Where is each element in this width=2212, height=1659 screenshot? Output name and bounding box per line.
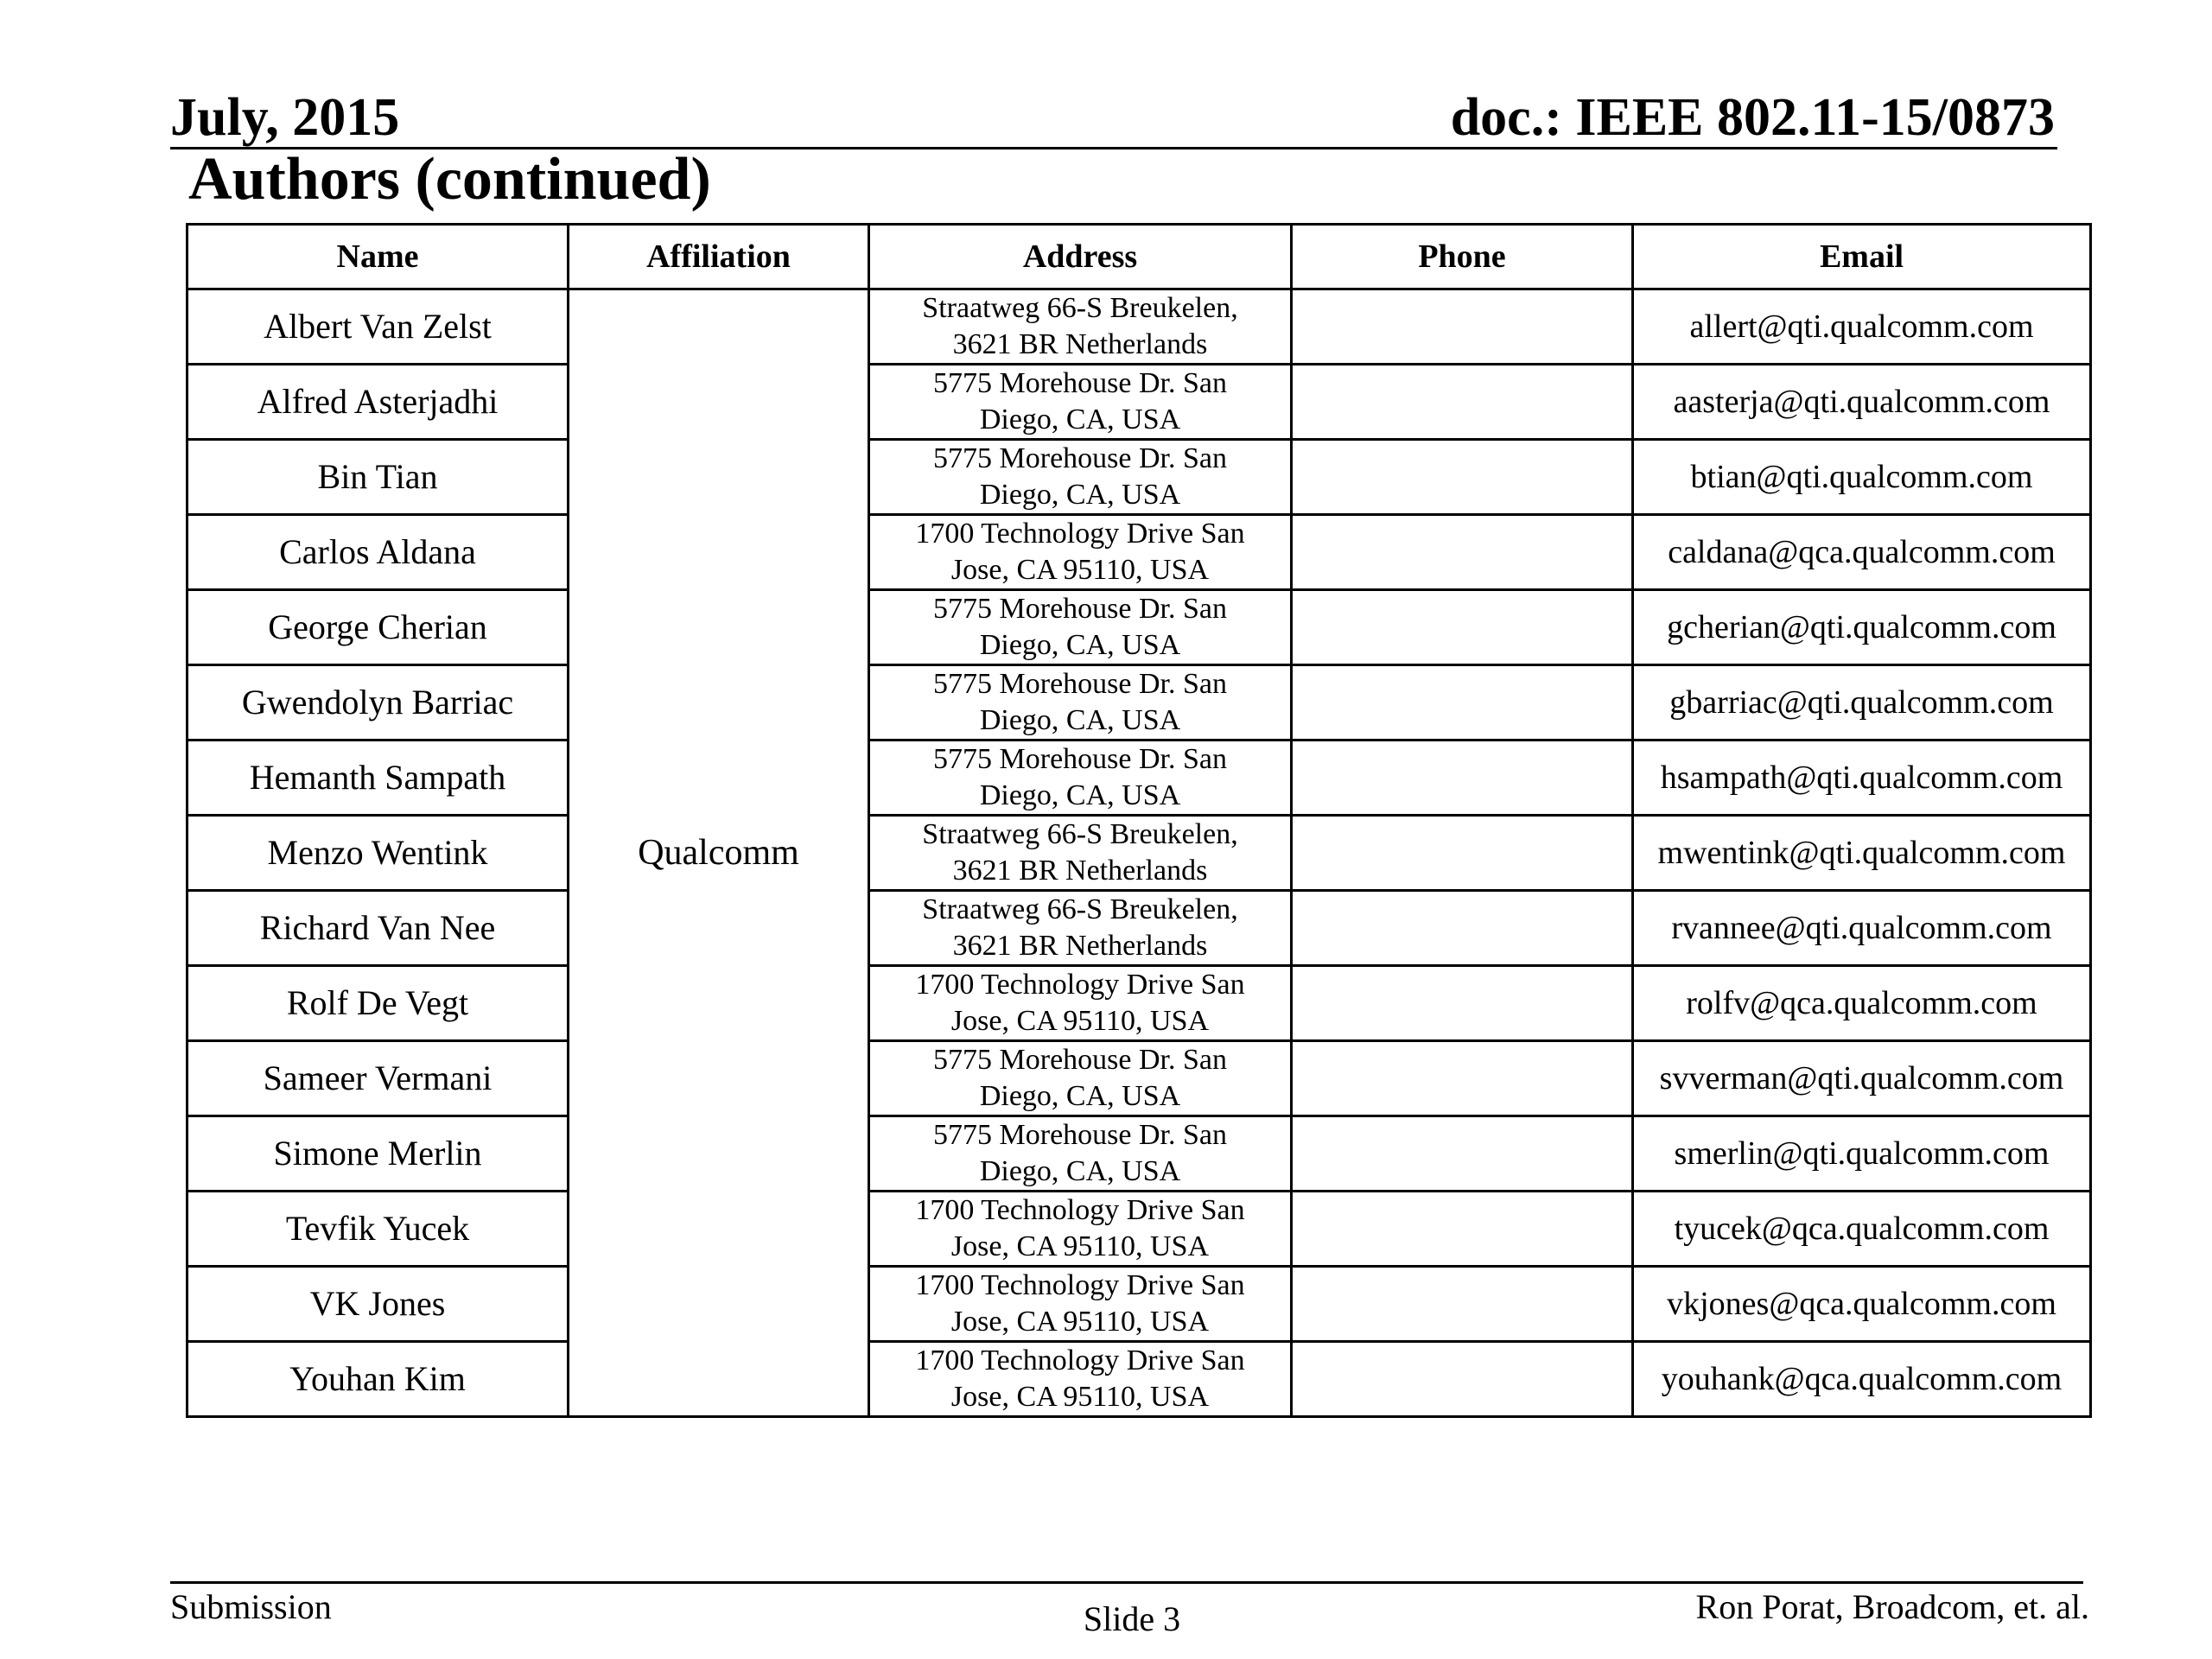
author-address: [869, 1192, 1292, 1267]
slide-title: Authors (continued): [188, 146, 711, 213]
footer-slide-number: Slide 3: [1083, 1599, 1181, 1638]
address-line-1: 1700 Technology Drive San: [915, 1194, 1245, 1226]
author-address: [869, 741, 1292, 816]
author-phone: [1292, 1267, 1633, 1342]
author-email: gbarriac@qti.qualcomm.com: [1633, 665, 2091, 741]
author-email: youhank@qca.qualcomm.com: [1633, 1342, 2091, 1417]
author-email: smerlin@qti.qualcomm.com: [1633, 1116, 2091, 1192]
table-row: [188, 590, 2091, 665]
author-phone: [1292, 891, 1633, 966]
author-affiliation: Qualcomm: [569, 289, 869, 1417]
table-row: [188, 1267, 2091, 1342]
address-line-2: Jose, CA 95110, USA: [950, 1230, 1210, 1262]
author-address: [869, 966, 1292, 1041]
table-row: [188, 741, 2091, 816]
address-line-1: 5775 Morehouse Dr. San: [933, 367, 1227, 399]
address-line-2: Diego, CA, USA: [979, 1155, 1181, 1187]
address-line-1: Straatweg 66-S Breukelen,: [922, 893, 1238, 925]
author-name: Alfred Asterjadhi: [188, 365, 569, 440]
footer-submission: Submission: [170, 1587, 332, 1626]
address-line-1: 1700 Technology Drive San: [915, 1344, 1245, 1376]
author-address: [869, 1116, 1292, 1192]
header-date: July, 2015: [170, 88, 400, 147]
author-email: aasterja@qti.qualcomm.com: [1633, 365, 2091, 440]
author-address: [869, 816, 1292, 891]
author-phone: [1292, 289, 1633, 365]
address-line-2: 3621 BR Netherlands: [952, 930, 1208, 962]
footer-divider: [170, 1581, 2083, 1584]
author-email: allert@qti.qualcomm.com: [1633, 289, 2091, 365]
author-name: Albert Van Zelst: [188, 289, 569, 365]
table-row: [188, 665, 2091, 741]
address-line-1: 5775 Morehouse Dr. San: [933, 668, 1227, 700]
column-header-address: Address: [869, 225, 1292, 289]
address-line-2: Diego, CA, USA: [979, 629, 1181, 661]
author-phone: [1292, 1041, 1633, 1116]
author-address: [869, 891, 1292, 966]
address-line-2: Diego, CA, USA: [979, 704, 1181, 736]
column-header-phone: Phone: [1292, 225, 1633, 289]
author-phone: [1292, 816, 1633, 891]
address-line-2: Diego, CA, USA: [979, 404, 1181, 435]
author-phone: [1292, 665, 1633, 741]
author-address: [869, 365, 1292, 440]
author-email: gcherian@qti.qualcomm.com: [1633, 590, 2091, 665]
header-doc-number: doc.: IEEE 802.11-15/0873: [1450, 88, 2055, 147]
author-email: tyucek@qca.qualcomm.com: [1633, 1192, 2091, 1267]
address-line-2: Jose, CA 95110, USA: [950, 554, 1210, 586]
author-email: svverman@qti.qualcomm.com: [1633, 1041, 2091, 1116]
author-name: Hemanth Sampath: [188, 741, 569, 816]
author-address: [869, 1342, 1292, 1417]
authors-table-body: [188, 289, 2091, 1417]
author-name: Carlos Aldana: [188, 515, 569, 590]
address-line-1: 5775 Morehouse Dr. San: [933, 593, 1227, 625]
address-line-1: 1700 Technology Drive San: [915, 1269, 1245, 1301]
table-row: [188, 289, 2091, 365]
table-row: [188, 966, 2091, 1041]
column-header-email: Email: [1633, 225, 2091, 289]
table-row: [188, 440, 2091, 515]
table-row: [188, 1116, 2091, 1192]
author-address: [869, 289, 1292, 365]
author-address: [869, 515, 1292, 590]
address-line-2: 3621 BR Netherlands: [952, 855, 1208, 887]
address-line-2: Diego, CA, USA: [979, 1080, 1181, 1112]
address-line-1: 5775 Morehouse Dr. San: [933, 442, 1227, 474]
author-email: rvannee@qti.qualcomm.com: [1633, 891, 2091, 966]
table-row: [188, 891, 2091, 966]
author-name: Bin Tian: [188, 440, 569, 515]
author-name: Sameer Vermani: [188, 1041, 569, 1116]
address-line-1: 5775 Morehouse Dr. San: [933, 1044, 1227, 1076]
author-address: [869, 665, 1292, 741]
author-name: Richard Van Nee: [188, 891, 569, 966]
author-phone: [1292, 440, 1633, 515]
author-address: [869, 590, 1292, 665]
table-row: [188, 365, 2091, 440]
author-name: George Cherian: [188, 590, 569, 665]
author-name: Youhan Kim: [188, 1342, 569, 1417]
address-line-2: Jose, CA 95110, USA: [950, 1381, 1210, 1413]
author-phone: [1292, 1342, 1633, 1417]
author-email: mwentink@qti.qualcomm.com: [1633, 816, 2091, 891]
author-address: [869, 1267, 1292, 1342]
author-address: [869, 1041, 1292, 1116]
author-email: btian@qti.qualcomm.com: [1633, 440, 2091, 515]
column-header-affiliation: Affiliation: [569, 225, 869, 289]
author-name: Rolf De Vegt: [188, 966, 569, 1041]
author-name: Tevfik Yucek: [188, 1192, 569, 1267]
address-line-2: Diego, CA, USA: [979, 779, 1181, 811]
author-phone: [1292, 365, 1633, 440]
table-header-row: [188, 225, 2091, 289]
author-email: caldana@qca.qualcomm.com: [1633, 515, 2091, 590]
author-email: rolfv@qca.qualcomm.com: [1633, 966, 2091, 1041]
author-phone: [1292, 590, 1633, 665]
authors-table: [186, 223, 2092, 1418]
author-email: vkjones@qca.qualcomm.com: [1633, 1267, 2091, 1342]
author-name: Menzo Wentink: [188, 816, 569, 891]
author-email: hsampath@qti.qualcomm.com: [1633, 741, 2091, 816]
author-name: VK Jones: [188, 1267, 569, 1342]
author-phone: [1292, 1116, 1633, 1192]
address-line-2: Diego, CA, USA: [979, 479, 1181, 511]
table-row: [188, 1041, 2091, 1116]
address-line-2: Jose, CA 95110, USA: [950, 1005, 1210, 1037]
address-line-1: 5775 Morehouse Dr. San: [933, 743, 1227, 775]
author-name: Gwendolyn Barriac: [188, 665, 569, 741]
address-line-1: 5775 Morehouse Dr. San: [933, 1119, 1227, 1151]
table-row: [188, 1342, 2091, 1417]
address-line-1: 1700 Technology Drive San: [915, 969, 1245, 1001]
table-row: [188, 816, 2091, 891]
author-phone: [1292, 1192, 1633, 1267]
author-phone: [1292, 966, 1633, 1041]
author-address: [869, 440, 1292, 515]
address-line-1: 1700 Technology Drive San: [915, 518, 1245, 550]
author-phone: [1292, 741, 1633, 816]
address-line-1: Straatweg 66-S Breukelen,: [922, 292, 1238, 324]
column-header-name: Name: [188, 225, 569, 289]
address-line-1: Straatweg 66-S Breukelen,: [922, 818, 1238, 850]
table-row: [188, 515, 2091, 590]
table-row: [188, 1192, 2091, 1267]
address-line-2: Jose, CA 95110, USA: [950, 1306, 1210, 1338]
author-phone: [1292, 515, 1633, 590]
footer-author-credit: Ron Porat, Broadcom, et. al.: [1695, 1587, 2089, 1626]
address-line-2: 3621 BR Netherlands: [952, 328, 1208, 360]
author-name: Simone Merlin: [188, 1116, 569, 1192]
